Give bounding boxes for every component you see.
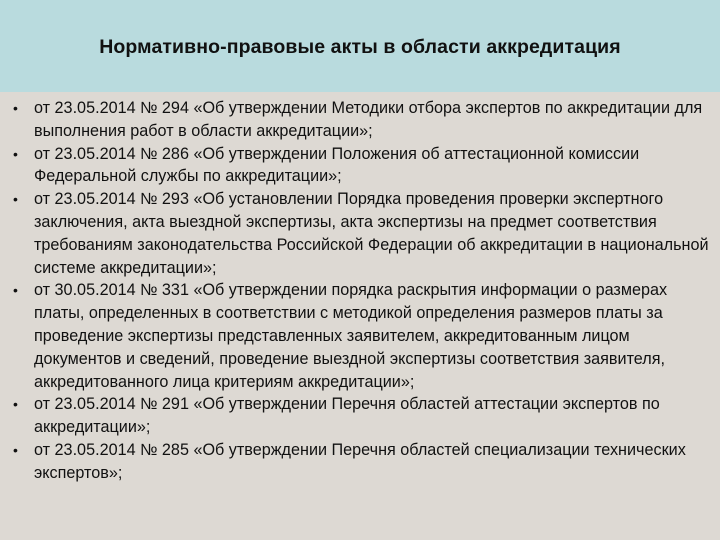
bullet-text: от 30.05.2014 № 331 «Об утверждении порядка раскрытия информации о размерах платы, определенных в соответствии с методикой определения размеров платы за проведение экспертизы представленных заявителем, аккредитованным лицом документов и сведений, проведение выездной экспертизы соответствия заявителя, аккредитованного лица критериям аккредитации»; xyxy=(34,281,668,391)
bullet-item xyxy=(0,143,720,189)
bullet-icon: • xyxy=(13,441,18,458)
bullet-icon: • xyxy=(13,100,18,116)
bullet-icon: • xyxy=(13,396,18,413)
bullet-item xyxy=(0,279,720,393)
bullet-icon: • xyxy=(13,145,18,162)
bullet-item xyxy=(0,439,720,485)
bullet-icon: • xyxy=(13,282,18,299)
bullet-item xyxy=(0,393,720,439)
bullet-text: от 23.05.2014 № 286 «Об утверждении Положения об аттестационной комиссии Федеральной службы по аккредитации»; xyxy=(34,144,640,186)
bullet-text: от 23.05.2014 № 285 «Об утверждении Перечня областей специализации технических экспертов»; xyxy=(34,440,686,482)
slide-title: Нормативно-правовые акты в области аккредитация xyxy=(99,36,621,58)
bullet-icon: • xyxy=(13,191,18,208)
bullet-list xyxy=(0,97,720,485)
bullet-text: от 23.05.2014 № 294 «Об утверждении Методики отбора экспертов по аккредитации для выполнения работ в области аккредитации»; xyxy=(34,99,703,140)
bullet-item xyxy=(0,97,720,143)
bullet-item xyxy=(0,188,720,279)
bullet-text: от 23.05.2014 № 291 «Об утверждении Перечня областей аттестации экспертов по аккредитации»; xyxy=(34,395,660,437)
bullet-text: от 23.05.2014 № 293 «Об установлении Порядка проведения проверки экспертного заключения, акта выездной экспертизы, акта экспертизы на предмет соответствия требованиям законодательства Российской Федерации об аккредитации в национальной системе аккредитации»; xyxy=(34,190,709,277)
